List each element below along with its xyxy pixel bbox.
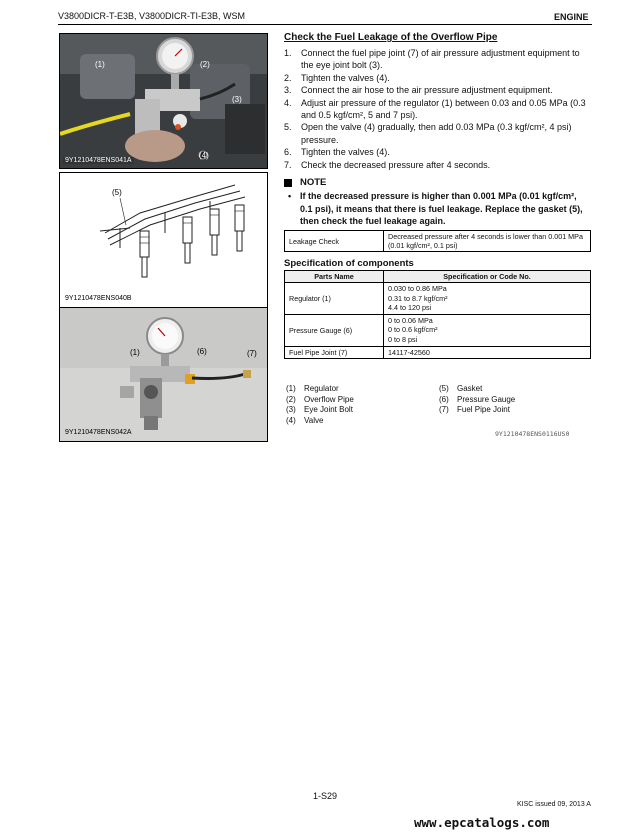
step-item: 1. Connect the fuel pipe joint (7) of air pressure adjustment equipment to the eye joint bolt (3). [284, 48, 580, 71]
document-code: 9Y1210478ENS0116US0 [495, 430, 570, 438]
step-item: 6. Tighten the valves (4). [284, 147, 390, 158]
note-square-icon [284, 179, 292, 187]
table-row: Fuel Pipe Joint (7) 14117-42560 [285, 346, 591, 358]
section-title: Check the Fuel Leakage of the Overflow Pipe [284, 32, 498, 43]
legend-right [439, 384, 515, 416]
step-item: 3. Connect the air hose to the air pressure adjustment equipment. [284, 85, 553, 96]
step-item: 7. Check the decreased pressure after 4 seconds. [284, 159, 491, 170]
spec-col-spec: Specification or Code No. [384, 271, 591, 283]
spec-col-parts: Parts Name [285, 271, 384, 283]
leakage-value: Decreased pressure after 4 seconds is lower than 0.001 MPa (0.01 kgf/cm², 0.1 psi) [384, 231, 591, 252]
callout-1: (1) [130, 348, 140, 357]
legend-item: (4) Valve [286, 415, 324, 425]
doc-header-title: V3800DICR-T-E3B, V3800DICR-TI-E3B, WSM [58, 11, 246, 21]
legend-item: (7) Fuel Pipe Joint [439, 405, 510, 414]
legend-item: (1) Regulator [286, 384, 339, 393]
table-row: Regulator (1) 0.030 to 0.86 MPa 0.31 to 8.7 kgf/cm² 4.4 to 120 psi [285, 283, 591, 315]
figure-caption: 9Y1210478ENS042A [65, 429, 132, 436]
watermark-url: www.epcatalogs.com [414, 815, 550, 830]
figure-equipment-photo [59, 307, 268, 442]
figure-engine-photo [59, 33, 268, 169]
note-body: • If the decreased pressure is higher than 0.001 MPa (0.01 kgf/cm², 0.1 psi), it means that there is fuel leakage. Replace the gasket (5), then check the fuel leakage again. [288, 191, 583, 226]
equipment-photo-illustration [60, 308, 267, 441]
section-header: ENGINE [554, 12, 589, 22]
step-item: 5. Open the valve (4) gradually, then add 0.03 MPa (0.3 kgf/cm², 4 psi) pressure. [284, 122, 572, 145]
legend-item: (3) Eye Joint Bolt [286, 405, 353, 414]
spec-table [284, 270, 591, 359]
leakage-check-table [284, 230, 591, 252]
callout-2: (2) [200, 60, 210, 69]
figure-caption: 9Y1210478ENS041A [65, 157, 132, 164]
bullet-icon: • [288, 191, 292, 201]
legend-left [286, 384, 354, 426]
legend-item: (6) Pressure Gauge [439, 394, 516, 404]
step-item: 4. Adjust air pressure of the regulator (1) between 0.03 and 0.05 MPa (0.3 and 0.5 kgf/cm², 5 and 7 psi). [284, 97, 586, 121]
legend-item: (5) Gasket [439, 384, 483, 393]
issue-info: KISC issued 09, 2013 A [517, 801, 591, 808]
callout-6: (6) [197, 347, 207, 356]
callout-7: (7) [247, 349, 257, 358]
spec-heading: Specification of components [284, 258, 414, 269]
leakage-label: Leakage Check [285, 231, 384, 252]
legend-item: (2) Overflow Pipe [286, 394, 354, 404]
figure-injector-drawing [59, 172, 268, 308]
figure-caption: 9Y1210478ENS040B [65, 295, 132, 302]
callout-3: (3) [232, 95, 242, 104]
injector-line-drawing [60, 173, 267, 307]
engine-photo-illustration [60, 34, 267, 168]
callout-5: (5) [112, 188, 122, 197]
page-number: 1-S29 [313, 791, 338, 801]
header-rule [58, 24, 592, 25]
step-item: 2. Tighten the valves (4). [284, 72, 390, 83]
note-heading: NOTE [284, 177, 326, 188]
callout-4: (4) [199, 151, 209, 160]
table-row: Pressure Gauge (6) 0 to 0.06 MPa 0 to 0.6 kgf/cm² 0 to 8 psi [285, 314, 591, 346]
callout-1: (1) [95, 60, 105, 69]
procedure-steps [284, 47, 591, 171]
